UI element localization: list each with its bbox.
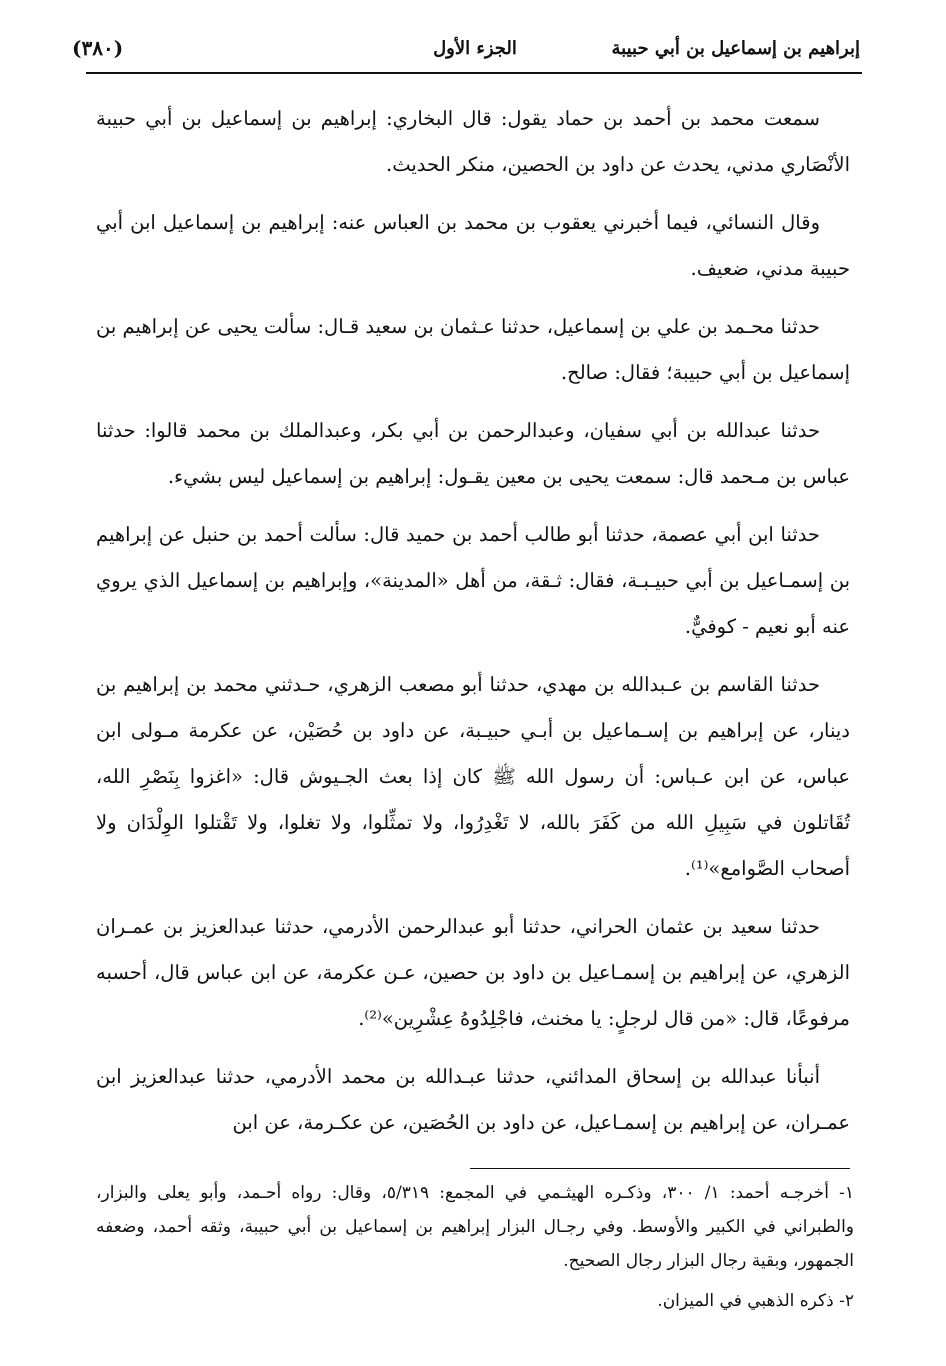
paragraph-8: أنبأنا عبدالله بن إسحاق المدائني، حدثنا عبـدالله بن محمد الأدرمي، حدثنا عبدالعزيز ابن عمـران، عن إبراهيم بن إسمـاعيل، عن داود بن الحُصَين، عن عكـرمة، عن ابن: [96, 1065, 850, 1134]
paragraph-4: حدثنا عبدالله بن أبي سفيان، وعبدالرحمن بن أبي بكر، وعبدالملك بن محمد قالوا: حدثنا عباس بن مـحمد قال: سمعت يحيى بن معين يقـول: إبراهيم بن إسماعيل ليس بشيء.: [96, 419, 850, 488]
header-divider: [86, 72, 862, 74]
entry-title: إبراهيم بن إسماعيل بن أبي حبيبة: [611, 38, 860, 59]
main-text: [96, 96, 850, 1158]
page-number: (٣٨٠): [72, 36, 124, 60]
paragraph-3: حدثنا محـمد بن علي بن إسماعيل، حدثنا عـثمان بن سعيد قـال: سألت يحيى عن إبراهيم بن إسماعيل بن أبي حبيبة؛ فقال: صالح.: [96, 315, 850, 384]
paragraph-5: حدثنا ابن أبي عصمة، حدثنا أبو طالب أحمد بن حميد قال: سألت أحمد بن حنبل عن إبراهيم بن إسمـاعيل بن أبي حبيـبـة، فقال: ثـقة، من أهل «المدينة»، وإبراهيم بن إسماعيل الذي يروي عنه أبو نعيم - كوفيٌّ.: [96, 523, 850, 638]
paragraph-6: حدثنا القاسم بن عـبدالله بن مهدي، حدثنا أبو مصعب الزهري، حـدثني محمد بن إبراهيم بن دينار، عن إبراهيم بن إسـماعيل بن أبـي حبيـبة، عن داود بن حُصَيْن، عن عكرمة مـولى ابن عباس، عن ابن عـباس: أن رسول الله ﷺ كان إذا بعث الجـيوش قال: «اغزوا بِنَصْرِ الله، تُقَاتلون في سَبِيلِ الله من كَفَرَ بالله، لا تَغْدِرُوا، ولا تمثِّلوا، ولا تغلوا، ولا تَقْتلوا الوِلْدَان ولا أصحاب الصَّوامع»⁽¹⁾.: [96, 673, 850, 880]
paragraph-7: حدثنا سعيد بن عثمان الحراني، حدثنا أبو عبدالرحمن الأدرمي، حدثنا عبدالعزيز بن عمـران الزهري، عن إبراهيم بن إسمـاعيل بن داود بن حصين، عـن عكرمة، عن ابن عباس قال، أحسبه مرفوعًا، قال: «من قال لرجلٍ: يا مخنث، فاجْلِدُوهُ عِشْرِين»⁽²⁾.: [96, 915, 850, 1030]
footnotes: [96, 1176, 854, 1324]
volume-label: الجزء الأول: [433, 38, 517, 59]
running-header: [72, 34, 860, 68]
paragraph-1: سمعت محمد بن أحمد بن حماد يقول: قال البخاري: إبراهيم بن إسماعيل بن أبي حبيبة الأنْصَاري مدني، يحدث عن داود بن الحصين، منكر الحديث.: [96, 107, 850, 176]
footnote-divider: [470, 1168, 850, 1169]
footnote-1: ١- أخرجـه أحمد: ١/ ٣٠٠، وذكـره الهيثـمي في المجمع: ٥/٣١٩، وقال: رواه أحـمد، وأبو يعلى والبزار، والطبراني في الكبير والأوسط. وفي رجـال البزار إبراهيم بن إسماعيل بن أبي حبيبة، وثقه أحمد، وضعفه الجمهور، وبقية رجال البزار رجال الصحيح.: [96, 1183, 854, 1271]
footnote-2: ٢- ذكره الذهبي في الميزان.: [657, 1291, 854, 1311]
paragraph-2: وقال النسائي، فيما أخبرني يعقوب بن محمد بن العباس عنه: إبراهيم بن إسماعيل ابن أبي حبيبة مدني، ضعيف.: [96, 211, 850, 280]
